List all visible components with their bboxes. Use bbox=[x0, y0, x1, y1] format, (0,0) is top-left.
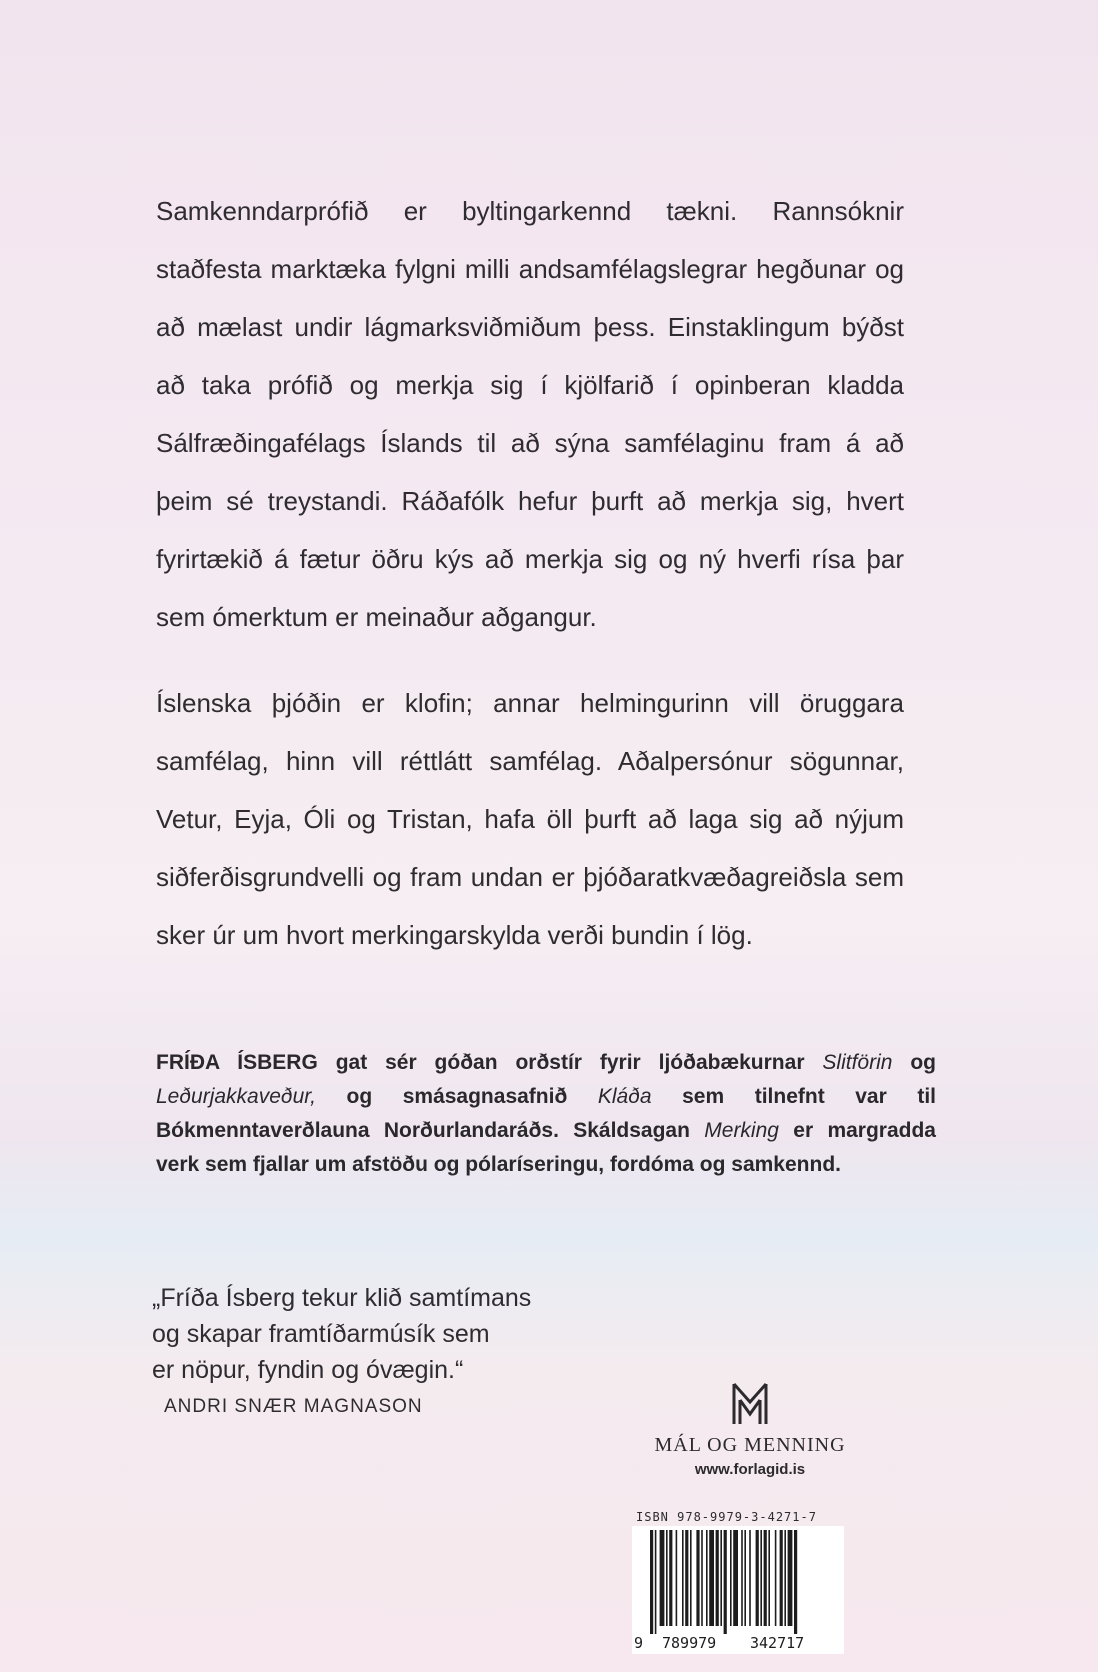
barcode-bar bbox=[756, 1530, 759, 1626]
bio-text: er margradda verk sem fjallar um afstöðu og pólaríseringu, fordóma og samkennd. bbox=[156, 1119, 936, 1176]
quote-author: ANDRI SNÆR MAGNASON bbox=[164, 1396, 423, 1417]
barcode-bar bbox=[650, 1530, 653, 1634]
isbn-number: ISBN 978-9979-3-4271-7 bbox=[636, 1510, 817, 1524]
barcode-digits-left: 789979 bbox=[662, 1634, 717, 1652]
barcode-bar bbox=[764, 1530, 767, 1626]
barcode-bar bbox=[741, 1530, 743, 1626]
barcode-bar bbox=[760, 1530, 762, 1626]
publisher-block bbox=[630, 1380, 870, 1478]
bio-book-title: Leðurjakkaveður, bbox=[156, 1085, 316, 1108]
barcode-bar bbox=[669, 1530, 672, 1626]
barcode-bar bbox=[768, 1530, 770, 1626]
barcode-bar bbox=[685, 1530, 688, 1626]
publisher-url: www.forlagid.is bbox=[694, 1461, 806, 1478]
barcode-bar bbox=[724, 1530, 727, 1634]
barcode-bar bbox=[794, 1530, 797, 1634]
barcode-digits-right: 342717 bbox=[750, 1634, 805, 1652]
barcode-bar bbox=[660, 1530, 665, 1626]
barcode-bar bbox=[706, 1530, 708, 1626]
barcode-bar bbox=[701, 1530, 703, 1626]
quote-line: „Fríða Ísberg tekur klið samtímans bbox=[152, 1284, 532, 1312]
bio-book-title: Kláða bbox=[597, 1085, 652, 1108]
barcode-bar bbox=[733, 1530, 738, 1626]
barcode-digits-lead: 9 bbox=[634, 1634, 644, 1652]
barcode-bar bbox=[655, 1530, 657, 1634]
barcode-bar bbox=[775, 1530, 777, 1626]
bio-text: og smásagnasafnið bbox=[315, 1085, 598, 1108]
bio-text: FRÍÐA ÍSBERG gat sér góðan orðstír fyrir ljóðabækurnar bbox=[156, 1051, 823, 1074]
barcode-bar bbox=[749, 1530, 751, 1626]
barcode-bar bbox=[682, 1530, 684, 1626]
barcode-bar bbox=[730, 1530, 732, 1626]
barcode-bar bbox=[788, 1530, 793, 1626]
barcode-bar bbox=[780, 1530, 783, 1626]
bio-book-title: Slitförin bbox=[822, 1051, 893, 1074]
barcode-bar bbox=[696, 1530, 699, 1626]
author-bio bbox=[156, 1046, 936, 1182]
blurb-paragraph-1: Samkenndarprófið er byltingarkennd tækni. Rannsóknir staðfesta marktæka fylgni milli andsamfélagslegrar hegðunar og að mælast undir lágmarksviðmiðum þess. Einstaklingum býðst að taka prófið og merkja sig í kjölfarið í opinberan kladda Sálfræðingafélags Íslands til að sýna samfélaginu fram á að þeim sé treystandi. Ráðafólk hefur þurft að merkja sig, hvert fyrirtækið á fætur öðru kýs að merkja sig og ný hverfi rísa þar sem ómerktum er meinaður aðgangur. bbox=[156, 196, 904, 632]
barcode-image bbox=[632, 1526, 844, 1654]
barcode-bar bbox=[666, 1530, 668, 1626]
barcode-bar bbox=[720, 1530, 722, 1626]
barcode-bar bbox=[716, 1530, 719, 1626]
blurb-paragraph-2: Íslenska þjóðin er klofin; annar helmingurinn vill öruggara samfélag, hinn vill réttlátt samfélag. Aðalpersónur sögunnar, Vetur, Eyja, Óli og Tristan, hafa öll þurft að laga sig að nýjum siðferðisgrundvelli og fram undan er þjóðaratkvæðagreiðsla sem sker úr um hvort merkingarskylda verði bundin í lög. bbox=[156, 688, 904, 950]
bio-text: og bbox=[892, 1051, 937, 1074]
isbn-barcode bbox=[632, 1510, 844, 1660]
barcode-bar bbox=[744, 1530, 746, 1626]
publisher-name: MÁL OG MENNING bbox=[654, 1434, 846, 1456]
quote-line: er nöpur, fyndin og óvægin.“ bbox=[152, 1356, 464, 1384]
barcode-bar bbox=[676, 1530, 678, 1626]
quote-line: og skapar framtíðarmúsík sem bbox=[152, 1320, 490, 1348]
barcode-bar bbox=[784, 1530, 786, 1626]
mm-monogram-icon bbox=[730, 1380, 770, 1428]
bio-text: sem tilnefnt var til Bókmenntaverðlauna Norðurlandaráðs. Skáldsagan bbox=[156, 1085, 936, 1142]
barcode-bar bbox=[709, 1530, 714, 1626]
bio-book-title: Merking bbox=[704, 1119, 779, 1142]
review-quote bbox=[152, 1280, 572, 1388]
barcode-bar bbox=[690, 1530, 692, 1626]
